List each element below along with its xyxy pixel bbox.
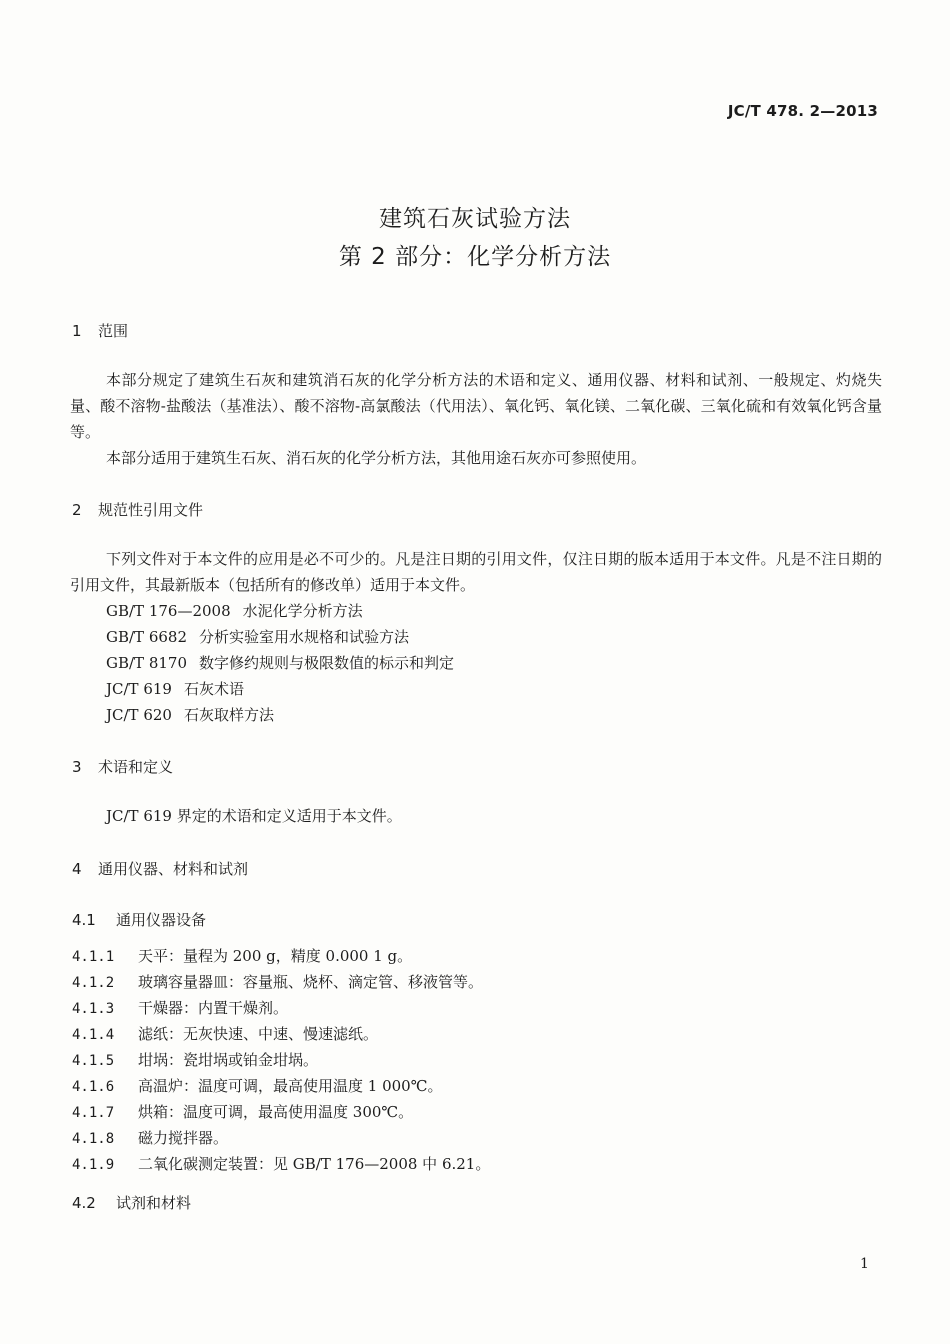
item-number: 4.1.5: [72, 1053, 115, 1069]
reference-code: GB/T 8170: [106, 654, 188, 672]
reference-code: JC/T 619: [106, 680, 172, 698]
reference-item: [106, 676, 244, 702]
section-title: 范围: [98, 322, 129, 340]
item-number: 4.1.4: [72, 1027, 115, 1043]
list-item: [72, 1021, 378, 1048]
item-number: 4.1.2: [72, 975, 115, 991]
page-number: 1: [860, 1256, 869, 1272]
section-title: 术语和定义: [98, 758, 174, 776]
reference-title: 石灰术语: [183, 680, 244, 698]
reference-title: 水泥化学分析方法: [242, 602, 363, 620]
item-text: 高温炉：温度可调，最高使用温度 1 000℃。: [138, 1077, 443, 1095]
reference-code: GB/T 176—2008: [106, 602, 231, 620]
item-text: 磁力搅拌器。: [138, 1129, 229, 1147]
item-number: 4.1.7: [72, 1105, 115, 1121]
reference-item: [106, 702, 274, 728]
item-text: 天平：量程为 200 g，精度 0.000 1 g。: [138, 947, 413, 965]
reference-title: 数字修约规则与极限数值的标示和判定: [199, 654, 455, 672]
reference-code: GB/T 6682: [106, 628, 188, 646]
document-subtitle: 第 2 部分：化学分析方法: [338, 244, 612, 270]
item-number: 4.1.6: [72, 1079, 115, 1095]
section-4-1-heading: [72, 909, 206, 930]
reference-title: 石灰取样方法: [183, 706, 274, 724]
section-4-2-heading: [72, 1192, 191, 1213]
reference-item: [106, 624, 409, 650]
section-title: 通用仪器设备: [116, 911, 207, 929]
list-item: [72, 969, 483, 996]
section-1-paragraph-2: 本部分适用于建筑生石灰、消石灰的化学分析方法，其他用途石灰亦可参照使用。: [106, 449, 647, 467]
section-number: 4: [72, 860, 82, 878]
reference-title: 分析实验室用水规格和试验方法: [199, 628, 410, 646]
section-4-heading: [72, 858, 248, 879]
item-number: 4.1.8: [72, 1131, 115, 1147]
item-number: 4.1.9: [72, 1157, 115, 1173]
item-text: 玻璃容量器皿：容量瓶、烧杯、滴定管、移液管等。: [138, 973, 484, 991]
section-number: 4.1: [72, 911, 96, 929]
section-3-heading: [72, 756, 173, 777]
section-title: 试剂和材料: [116, 1194, 192, 1212]
list-item: [72, 1099, 413, 1126]
section-number: 2: [72, 501, 82, 519]
list-item: [72, 1073, 443, 1100]
list-item: [72, 1125, 228, 1152]
item-text: 滤纸：无灰快速、中速、慢速滤纸。: [138, 1025, 379, 1043]
section-number: 4.2: [72, 1194, 96, 1212]
standard-code: JC/T 478. 2—2013: [727, 102, 878, 120]
item-text: 二氧化碳测定装置：见 GB/T 176—2008 中 6.21。: [138, 1155, 491, 1173]
section-number: 3: [72, 758, 82, 776]
item-text: 烘箱：温度可调，最高使用温度 300℃。: [138, 1103, 414, 1121]
reference-code: JC/T 620: [106, 706, 172, 724]
section-2-heading: [72, 499, 203, 520]
item-number: 4.1.3: [72, 1001, 115, 1017]
item-number: 4.1.1: [72, 949, 115, 965]
list-item: [72, 943, 412, 970]
list-item: [72, 995, 288, 1022]
item-text: 坩埚：瓷坩埚或铂金坩埚。: [138, 1051, 319, 1069]
reference-item: [106, 650, 454, 676]
item-text: 干燥器：内置干燥剂。: [138, 999, 289, 1017]
section-3-paragraph-1: JC/T 619 界定的术语和定义适用于本文件。: [106, 807, 402, 825]
section-2-paragraph-1: 下列文件对于本文件的应用是必不可少的。凡是注日期的引用文件，仅注日期的版本适用于本文件。凡是不注日期的引用文件，其最新版本（包括所有的修改单）适用于本文件。: [70, 550, 882, 594]
section-1-heading: [72, 320, 128, 341]
document-title: 建筑石灰试验方法: [379, 206, 571, 232]
section-1-paragraph-1: 本部分规定了建筑生石灰和建筑消石灰的化学分析方法的术语和定义、通用仪器、材料和试剂、一般规定、灼烧失量、酸不溶物-盐酸法（基准法）、酸不溶物-高氯酸法（代用法）、氧化钙、氧化镁、二氧化碳、三氧化硫和有效氧化钙含量等。: [70, 371, 882, 441]
section-title: 通用仪器、材料和试剂: [98, 860, 249, 878]
section-number: 1: [72, 322, 82, 340]
list-item: [72, 1151, 490, 1178]
reference-item: [106, 598, 363, 624]
list-item: [72, 1047, 318, 1074]
section-title: 规范性引用文件: [98, 501, 204, 519]
